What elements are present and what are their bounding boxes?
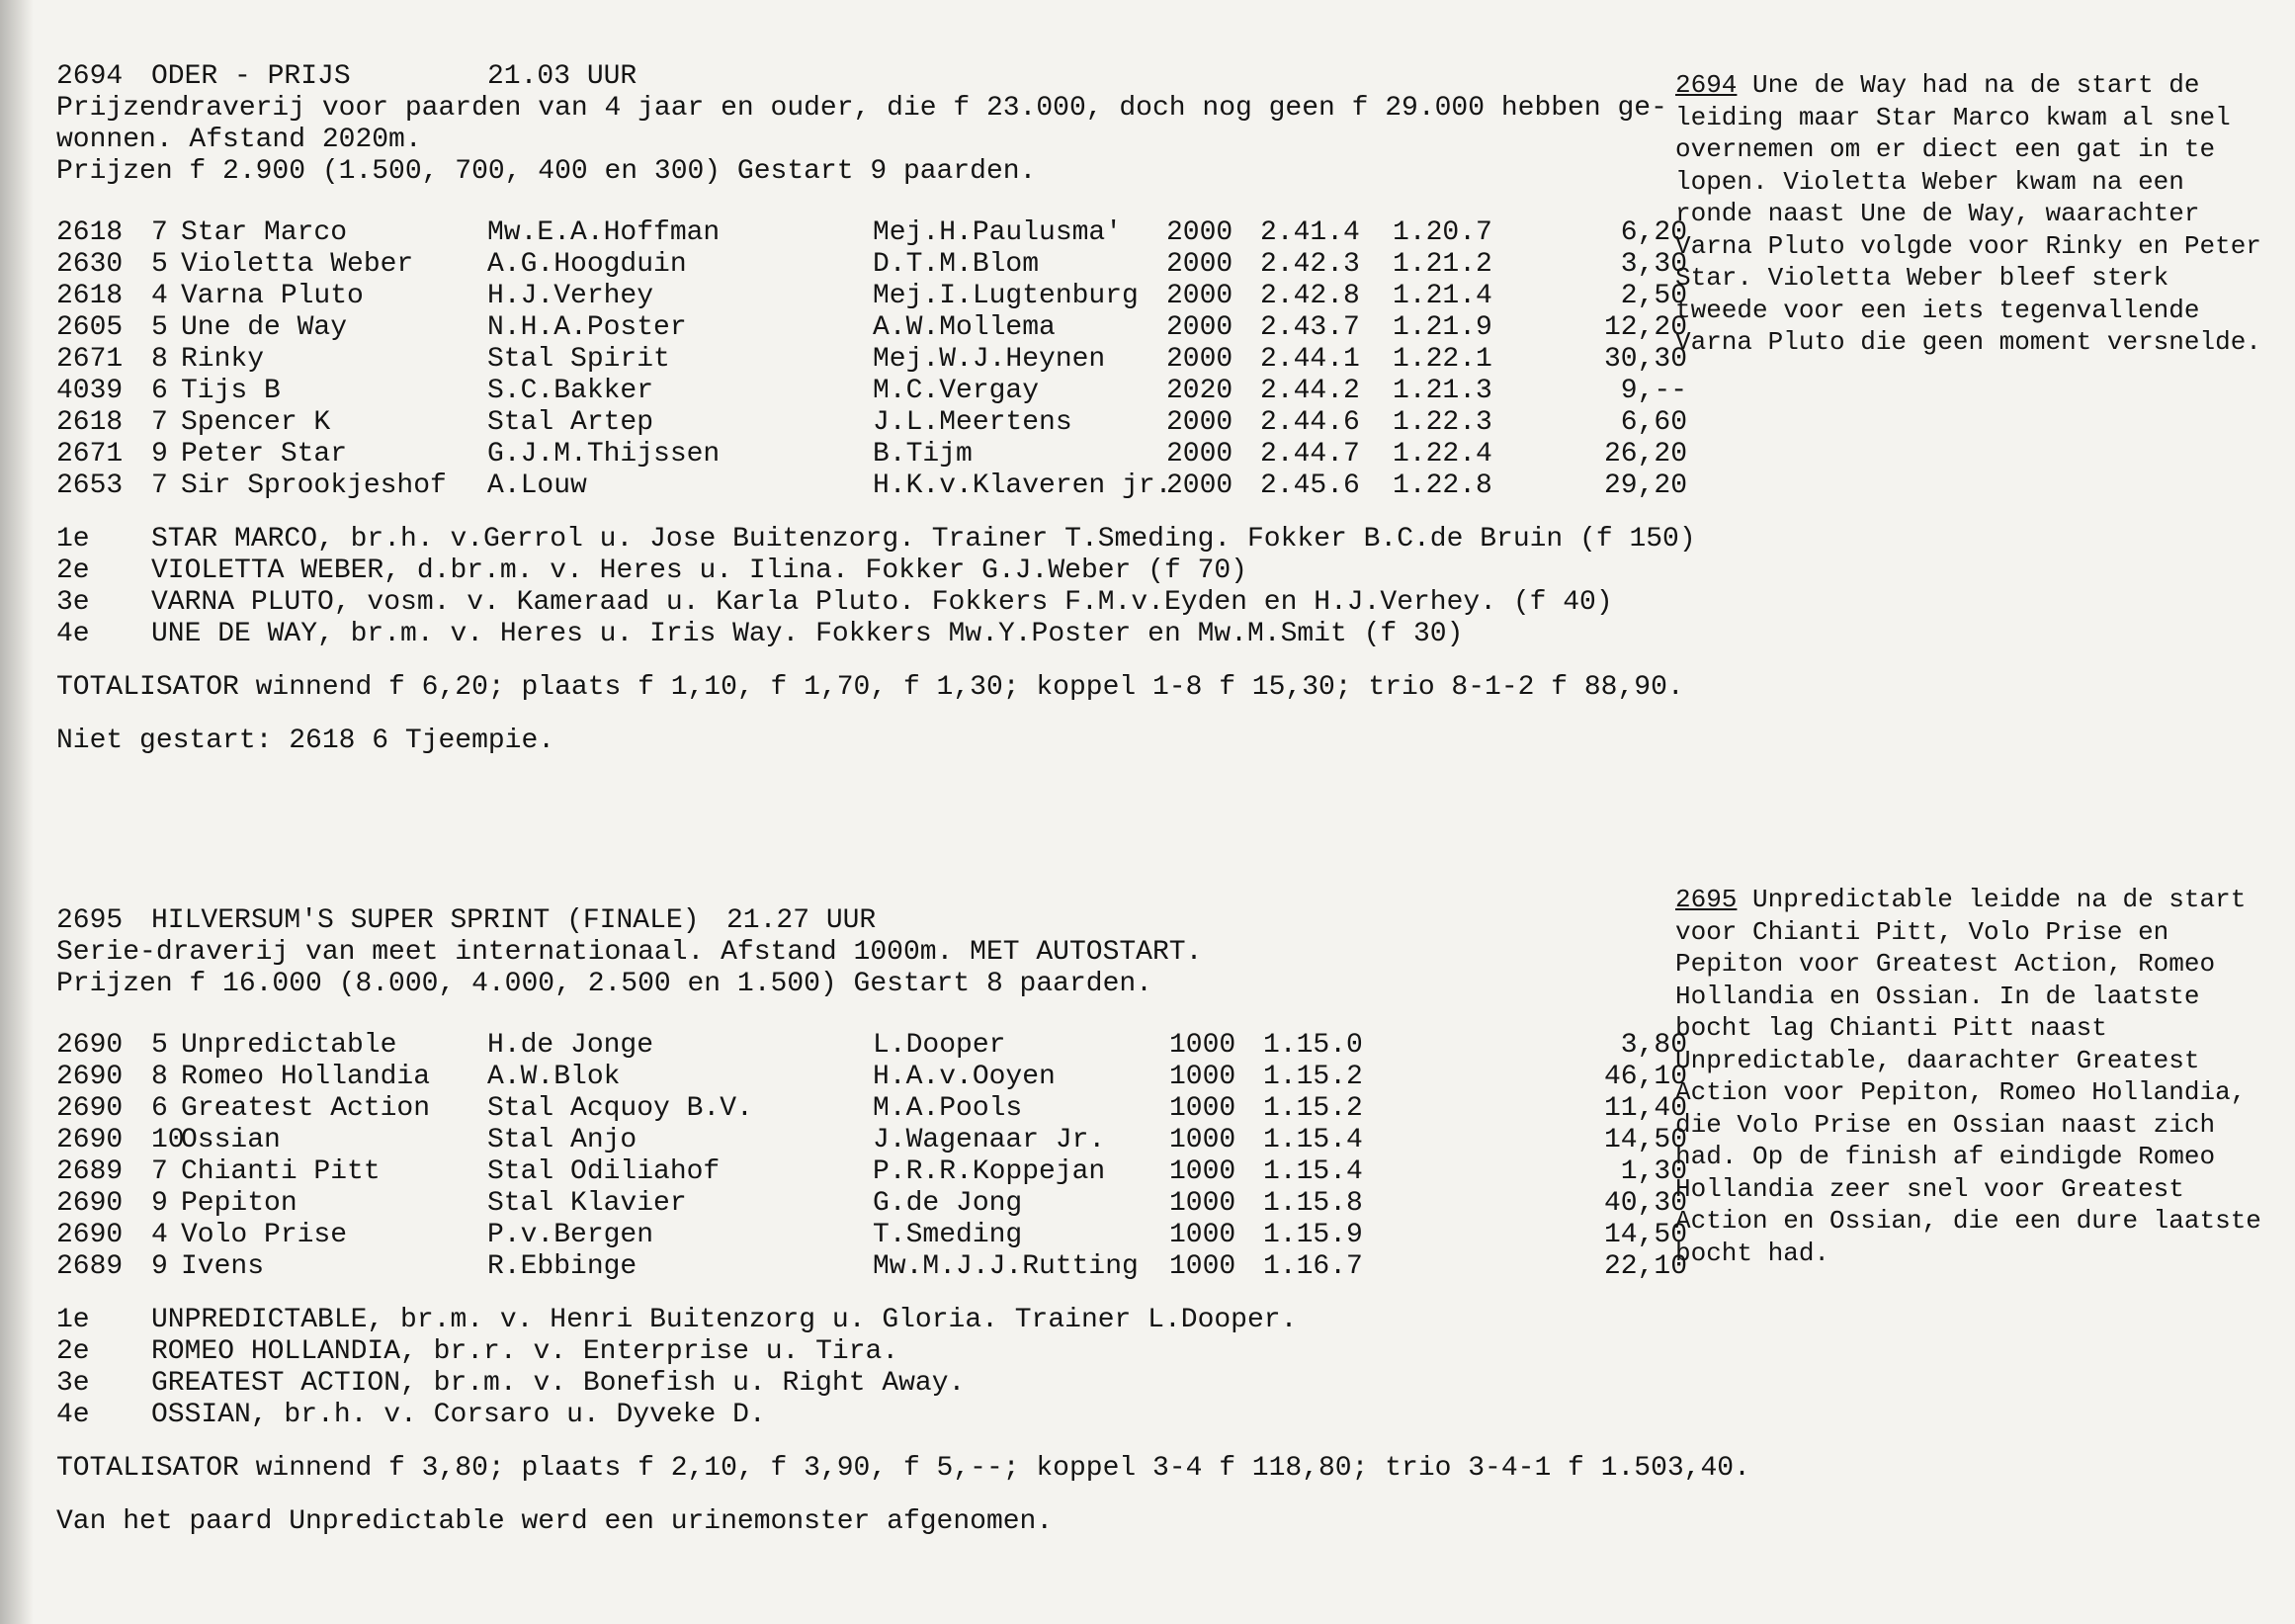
distance-cell: 1000: [1169, 1062, 1236, 1092]
distance-cell: 1000: [1169, 1188, 1236, 1219]
start-number-cell: 5: [151, 249, 168, 280]
driver-cell: Mej.H.Paulusma': [873, 217, 1123, 248]
driver-cell: T.Smeding: [873, 1220, 1023, 1250]
start-number-cell: 8: [151, 1062, 168, 1092]
race-heading: [56, 61, 1687, 93]
start-number-cell: 9: [151, 439, 168, 470]
prev-race-cell: 2618: [56, 217, 124, 248]
prev-race-cell: 2630: [56, 249, 124, 280]
odds-cell: 9,--: [1620, 376, 1687, 406]
odds-cell: 14,50: [1603, 1125, 1687, 1155]
placing-position: 2e: [56, 556, 90, 586]
odds-cell: 26,20: [1603, 439, 1687, 470]
owner-cell: N.H.A.Poster: [487, 312, 687, 343]
time-cell: 2.45.6: [1260, 470, 1360, 501]
owner-cell: R.Ebbinge: [487, 1251, 638, 1282]
table-row: [56, 1093, 1687, 1125]
horse-cell: Violetta Weber: [181, 249, 414, 280]
race-commentary-2695: [1675, 884, 2268, 1269]
km-time-cell: 1.21.9: [1393, 312, 1492, 343]
race-number: 2695: [56, 905, 124, 936]
horse-cell: Peter Star: [181, 439, 348, 470]
start-number-cell: 9: [151, 1188, 168, 1219]
race-number: 2694: [56, 61, 124, 92]
prev-race-cell: 2690: [56, 1220, 124, 1250]
distance-cell: 1000: [1169, 1030, 1236, 1061]
odds-cell: 1,30: [1620, 1156, 1687, 1187]
time-cell: 2.44.1: [1260, 344, 1360, 375]
driver-cell: J.Wagenaar Jr.: [873, 1125, 1106, 1155]
km-time-cell: 1.22.8: [1393, 470, 1492, 501]
time-cell: 2.43.7: [1260, 312, 1360, 343]
race-footnote: Niet gestart: 2618 6 Tjeempie.: [56, 726, 555, 756]
placing-text: ROMEO HOLLANDIA, br.r. v. Enterprise u. Tira.: [151, 1336, 899, 1367]
placing-row: [56, 1305, 1687, 1336]
distance-cell: 2000: [1166, 312, 1233, 343]
start-number-cell: 5: [151, 312, 168, 343]
start-number-cell: 7: [151, 217, 168, 248]
race-conditions-line: Prijzen f 2.900 (1.500, 700, 400 en 300) Gestart 9 paarden.: [56, 156, 1037, 187]
distance-cell: 2000: [1166, 249, 1233, 280]
owner-cell: Stal Acquoy B.V.: [487, 1093, 753, 1124]
race-section-2694: [56, 61, 1696, 757]
race-conditions-line: Prijzen f 16.000 (8.000, 4.000, 2.500 en 1.500) Gestart 8 paarden.: [56, 969, 1152, 999]
start-number-cell: 7: [151, 470, 168, 501]
placing-text: UNPREDICTABLE, br.m. v. Henri Buitenzorg u. Gloria. Trainer L.Dooper.: [151, 1305, 1298, 1335]
start-number-cell: 9: [151, 1251, 168, 1282]
table-row: [56, 407, 1687, 439]
prev-race-cell: 2690: [56, 1062, 124, 1092]
distance-cell: 2000: [1166, 407, 1233, 438]
table-row: [56, 1062, 1687, 1093]
start-number-cell: 8: [151, 344, 168, 375]
placing-position: 3e: [56, 1368, 90, 1399]
race-name: HILVERSUM'S SUPER SPRINT (FINALE): [151, 905, 700, 936]
table-row: [56, 344, 1687, 376]
driver-cell: Mej.W.J.Heynen: [873, 344, 1106, 375]
placing-text: OSSIAN, br.h. v. Corsaro u. Dyveke D.: [151, 1400, 766, 1430]
owner-cell: A.W.Blok: [487, 1062, 621, 1092]
time-cell: 2.41.4: [1260, 217, 1360, 248]
table-row: [56, 1156, 1687, 1188]
km-time-cell: 1.21.4: [1393, 281, 1492, 311]
placing-row: [56, 524, 1696, 556]
table-row: [56, 1188, 1687, 1220]
time-cell: 2.42.8: [1260, 281, 1360, 311]
commentary-text: Une de Way had na de start de leiding maar Star Marco kwam al snel overnemen om er diect een gat in te lopen. Violetta Weber kwam na een ronde naast Une de Way, waarachter Varna Pluto volgde voor Rinky en Peter Star. Violetta Weber bleef sterk tweede voor een iets tegenvallende Varna Pluto die geen moment versnelde.: [1675, 70, 2261, 357]
odds-cell: 6,60: [1620, 407, 1687, 438]
owner-cell: P.v.Bergen: [487, 1220, 654, 1250]
distance-cell: 2000: [1166, 217, 1233, 248]
prev-race-cell: 2671: [56, 344, 124, 375]
placing-row: [56, 587, 1687, 619]
table-row: [56, 1251, 1687, 1283]
race-name: ODER - PRIJS: [151, 61, 351, 92]
odds-cell: 14,50: [1603, 1220, 1687, 1250]
start-number-cell: 5: [151, 1030, 168, 1061]
race-conditions-line: Serie-draverij van meet internationaal. Afstand 1000m. MET AUTOSTART.: [56, 937, 1203, 968]
odds-cell: 12,20: [1603, 312, 1687, 343]
prev-race-cell: 2671: [56, 439, 124, 470]
start-number-cell: 4: [151, 1220, 168, 1250]
horse-cell: Sir Sprookjeshof: [181, 470, 447, 501]
distance-cell: 1000: [1169, 1251, 1236, 1282]
table-row: [56, 1220, 1687, 1251]
time-cell: 1.15.4: [1263, 1156, 1363, 1187]
start-number-cell: 7: [151, 407, 168, 438]
owner-cell: G.J.M.Thijssen: [487, 439, 721, 470]
time-cell: 1.16.7: [1263, 1251, 1363, 1282]
horse-cell: Chianti Pitt: [181, 1156, 381, 1187]
km-time-cell: 1.21.2: [1393, 249, 1492, 280]
owner-cell: Stal Spirit: [487, 344, 670, 375]
placing-text: VIOLETTA WEBER, d.br.m. v. Heres u. Ilina. Fokker G.J.Weber (f 70): [151, 556, 1247, 586]
commentary-race-number: 2695: [1675, 885, 1738, 914]
time-cell: 2.44.7: [1260, 439, 1360, 470]
placings-list: [56, 524, 1696, 650]
horse-cell: Rinky: [181, 344, 265, 375]
time-cell: 2.44.2: [1260, 376, 1360, 406]
placing-text: VARNA PLUTO, vosm. v. Kameraad u. Karla Pluto. Fokkers F.M.v.Eyden en H.J.Verhey. (f 40): [151, 587, 1613, 618]
km-time-cell: 1.22.4: [1393, 439, 1492, 470]
placing-text: UNE DE WAY, br.m. v. Heres u. Iris Way. Fokkers Mw.Y.Poster en Mw.M.Smit (f 30): [151, 619, 1464, 649]
owner-cell: Stal Klavier: [487, 1188, 687, 1219]
prev-race-cell: 2689: [56, 1156, 124, 1187]
driver-cell: B.Tijm: [873, 439, 973, 470]
distance-cell: 2000: [1166, 470, 1233, 501]
prev-race-cell: 2605: [56, 312, 124, 343]
placing-position: 3e: [56, 587, 90, 618]
race-conditions-line: wonnen. Afstand 2020m.: [56, 125, 422, 155]
distance-cell: 2000: [1166, 344, 1233, 375]
driver-cell: G.de Jong: [873, 1188, 1023, 1219]
km-time-cell: 1.22.1: [1393, 344, 1492, 375]
driver-cell: A.W.Mollema: [873, 312, 1056, 343]
totalisator-line: TOTALISATOR winnend f 3,80; plaats f 2,10, f 3,90, f 5,--; koppel 3-4 f 118,80; trio 3-4-1 f 1.503,40.: [56, 1453, 1750, 1484]
distance-cell: 2000: [1166, 439, 1233, 470]
time-cell: 1.15.2: [1263, 1062, 1363, 1092]
driver-cell: J.L.Meertens: [873, 407, 1072, 438]
owner-cell: A.G.Hoogduin: [487, 249, 687, 280]
prev-race-cell: 2690: [56, 1125, 124, 1155]
start-number-cell: 7: [151, 1156, 168, 1187]
owner-cell: Stal Odiliahof: [487, 1156, 721, 1187]
table-row: [56, 281, 1687, 312]
horse-cell: Pepiton: [181, 1188, 298, 1219]
horse-cell: Spencer K: [181, 407, 331, 438]
odds-cell: 46,10: [1603, 1062, 1687, 1092]
placing-text: GREATEST ACTION, br.m. v. Bonefish u. Right Away.: [151, 1368, 966, 1399]
distance-cell: 1000: [1169, 1156, 1236, 1187]
prev-race-cell: 2689: [56, 1251, 124, 1282]
placing-row: [56, 619, 1687, 650]
table-row: [56, 249, 1687, 281]
driver-cell: D.T.M.Blom: [873, 249, 1040, 280]
start-number-cell: 10: [151, 1125, 185, 1155]
table-row: [56, 470, 1687, 502]
time-cell: 1.15.2: [1263, 1093, 1363, 1124]
owner-cell: H.J.Verhey: [487, 281, 654, 311]
odds-cell: 40,30: [1603, 1188, 1687, 1219]
time-cell: 1.15.8: [1263, 1188, 1363, 1219]
race-time: 21.27 UUR: [726, 905, 877, 936]
race-time: 21.03 UUR: [487, 61, 638, 92]
distance-cell: 1000: [1169, 1220, 1236, 1250]
odds-cell: 3,80: [1620, 1030, 1687, 1061]
time-cell: 2.44.6: [1260, 407, 1360, 438]
placing-position: 1e: [56, 1305, 90, 1335]
odds-cell: 29,20: [1603, 470, 1687, 501]
race-heading: [56, 905, 1687, 937]
owner-cell: H.de Jonge: [487, 1030, 654, 1061]
distance-cell: 1000: [1169, 1093, 1236, 1124]
scan-shadow-edge: [0, 0, 34, 1624]
placing-position: 4e: [56, 1400, 90, 1430]
table-row: [56, 1125, 1687, 1156]
km-time-cell: 1.20.7: [1393, 217, 1492, 248]
odds-cell: 2,50: [1620, 281, 1687, 311]
owner-cell: Mw.E.A.Hoffman: [487, 217, 721, 248]
horse-cell: Varna Pluto: [181, 281, 364, 311]
driver-cell: Mej.I.Lugtenburg: [873, 281, 1139, 311]
odds-cell: 30,30: [1603, 344, 1687, 375]
placing-row: [56, 1368, 1687, 1400]
horse-cell: Tijs B: [181, 376, 281, 406]
driver-cell: M.A.Pools: [873, 1093, 1023, 1124]
prev-race-cell: 2653: [56, 470, 124, 501]
time-cell: 1.15.0: [1263, 1030, 1363, 1061]
placing-row: [56, 1400, 1687, 1431]
km-time-cell: 1.21.3: [1393, 376, 1492, 406]
race-commentary-2694: [1675, 69, 2268, 359]
prev-race-cell: 2618: [56, 407, 124, 438]
km-time-cell: 1.22.3: [1393, 407, 1492, 438]
horse-cell: Star Marco: [181, 217, 348, 248]
owner-cell: Stal Artep: [487, 407, 654, 438]
odds-cell: 3,30: [1620, 249, 1687, 280]
table-row: [56, 1030, 1687, 1062]
placing-text: STAR MARCO, br.h. v.Gerrol u. Jose Buitenzorg. Trainer T.Smeding. Fokker B.C.de Bruin (f 150): [151, 524, 1696, 555]
results-table: [56, 217, 1687, 502]
distance-cell: 1000: [1169, 1125, 1236, 1155]
horse-cell: Ossian: [181, 1125, 281, 1155]
race-section-2695: [56, 905, 1750, 1538]
driver-cell: Mw.M.J.J.Rutting: [873, 1251, 1139, 1282]
prev-race-cell: 4039: [56, 376, 124, 406]
prev-race-cell: 2690: [56, 1030, 124, 1061]
driver-cell: H.A.v.Ooyen: [873, 1062, 1056, 1092]
horse-cell: Une de Way: [181, 312, 348, 343]
prev-race-cell: 2690: [56, 1188, 124, 1219]
placing-row: [56, 556, 1687, 587]
distance-cell: 2000: [1166, 281, 1233, 311]
owner-cell: A.Louw: [487, 470, 587, 501]
horse-cell: Romeo Hollandia: [181, 1062, 431, 1092]
race-conditions-line: Prijzendraverij voor paarden van 4 jaar en ouder, die f 23.000, doch nog geen f 29.000 hebben ge-: [56, 93, 1667, 124]
horse-cell: Volo Prise: [181, 1220, 348, 1250]
odds-cell: 6,20: [1620, 217, 1687, 248]
placing-position: 1e: [56, 524, 90, 555]
race-footnote: Van het paard Unpredictable werd een urinemonster afgenomen.: [56, 1506, 1054, 1537]
placings-list: [56, 1305, 1687, 1431]
prev-race-cell: 2690: [56, 1093, 124, 1124]
driver-cell: L.Dooper: [873, 1030, 1006, 1061]
start-number-cell: 4: [151, 281, 168, 311]
start-number-cell: 6: [151, 376, 168, 406]
driver-cell: H.K.v.Klaveren jr.: [873, 470, 1172, 501]
table-row: [56, 217, 1687, 249]
placing-position: 2e: [56, 1336, 90, 1367]
horse-cell: Greatest Action: [181, 1093, 431, 1124]
commentary-race-number: 2694: [1675, 70, 1738, 100]
horse-cell: Unpredictable: [181, 1030, 397, 1061]
totalisator-line: TOTALISATOR winnend f 6,20; plaats f 1,10, f 1,70, f 1,30; koppel 1-8 f 15,30; trio 8-1-2 f 88,90.: [56, 672, 1684, 703]
prev-race-cell: 2618: [56, 281, 124, 311]
table-row: [56, 376, 1687, 407]
time-cell: 1.15.9: [1263, 1220, 1363, 1250]
owner-cell: S.C.Bakker: [487, 376, 654, 406]
table-row: [56, 439, 1687, 470]
time-cell: 1.15.4: [1263, 1125, 1363, 1155]
odds-cell: 22,10: [1603, 1251, 1687, 1282]
table-row: [56, 312, 1687, 344]
owner-cell: Stal Anjo: [487, 1125, 638, 1155]
results-table: [56, 1030, 1687, 1283]
start-number-cell: 6: [151, 1093, 168, 1124]
time-cell: 2.42.3: [1260, 249, 1360, 280]
placing-row: [56, 1336, 1687, 1368]
placing-position: 4e: [56, 619, 90, 649]
distance-cell: 2020: [1166, 376, 1233, 406]
odds-cell: 11,40: [1603, 1093, 1687, 1124]
commentary-text: Unpredictable leidde na de start voor Chianti Pitt, Volo Prise en Pepiton voor Greatest Action, Romeo Hollandia en Ossian. In de laatste bocht lag Chianti Pitt naast Unpredictable, daarachter Greatest Action voor Pepiton, Romeo Hollandia, die Volo Prise en Ossian naast zich had. Op de finish af eindigde Romeo Hollandia zeer snel voor Greatest Action en Ossian, die een dure laatste bocht had.: [1675, 885, 2261, 1268]
driver-cell: P.R.R.Koppejan: [873, 1156, 1106, 1187]
driver-cell: M.C.Vergay: [873, 376, 1040, 406]
horse-cell: Ivens: [181, 1251, 265, 1282]
